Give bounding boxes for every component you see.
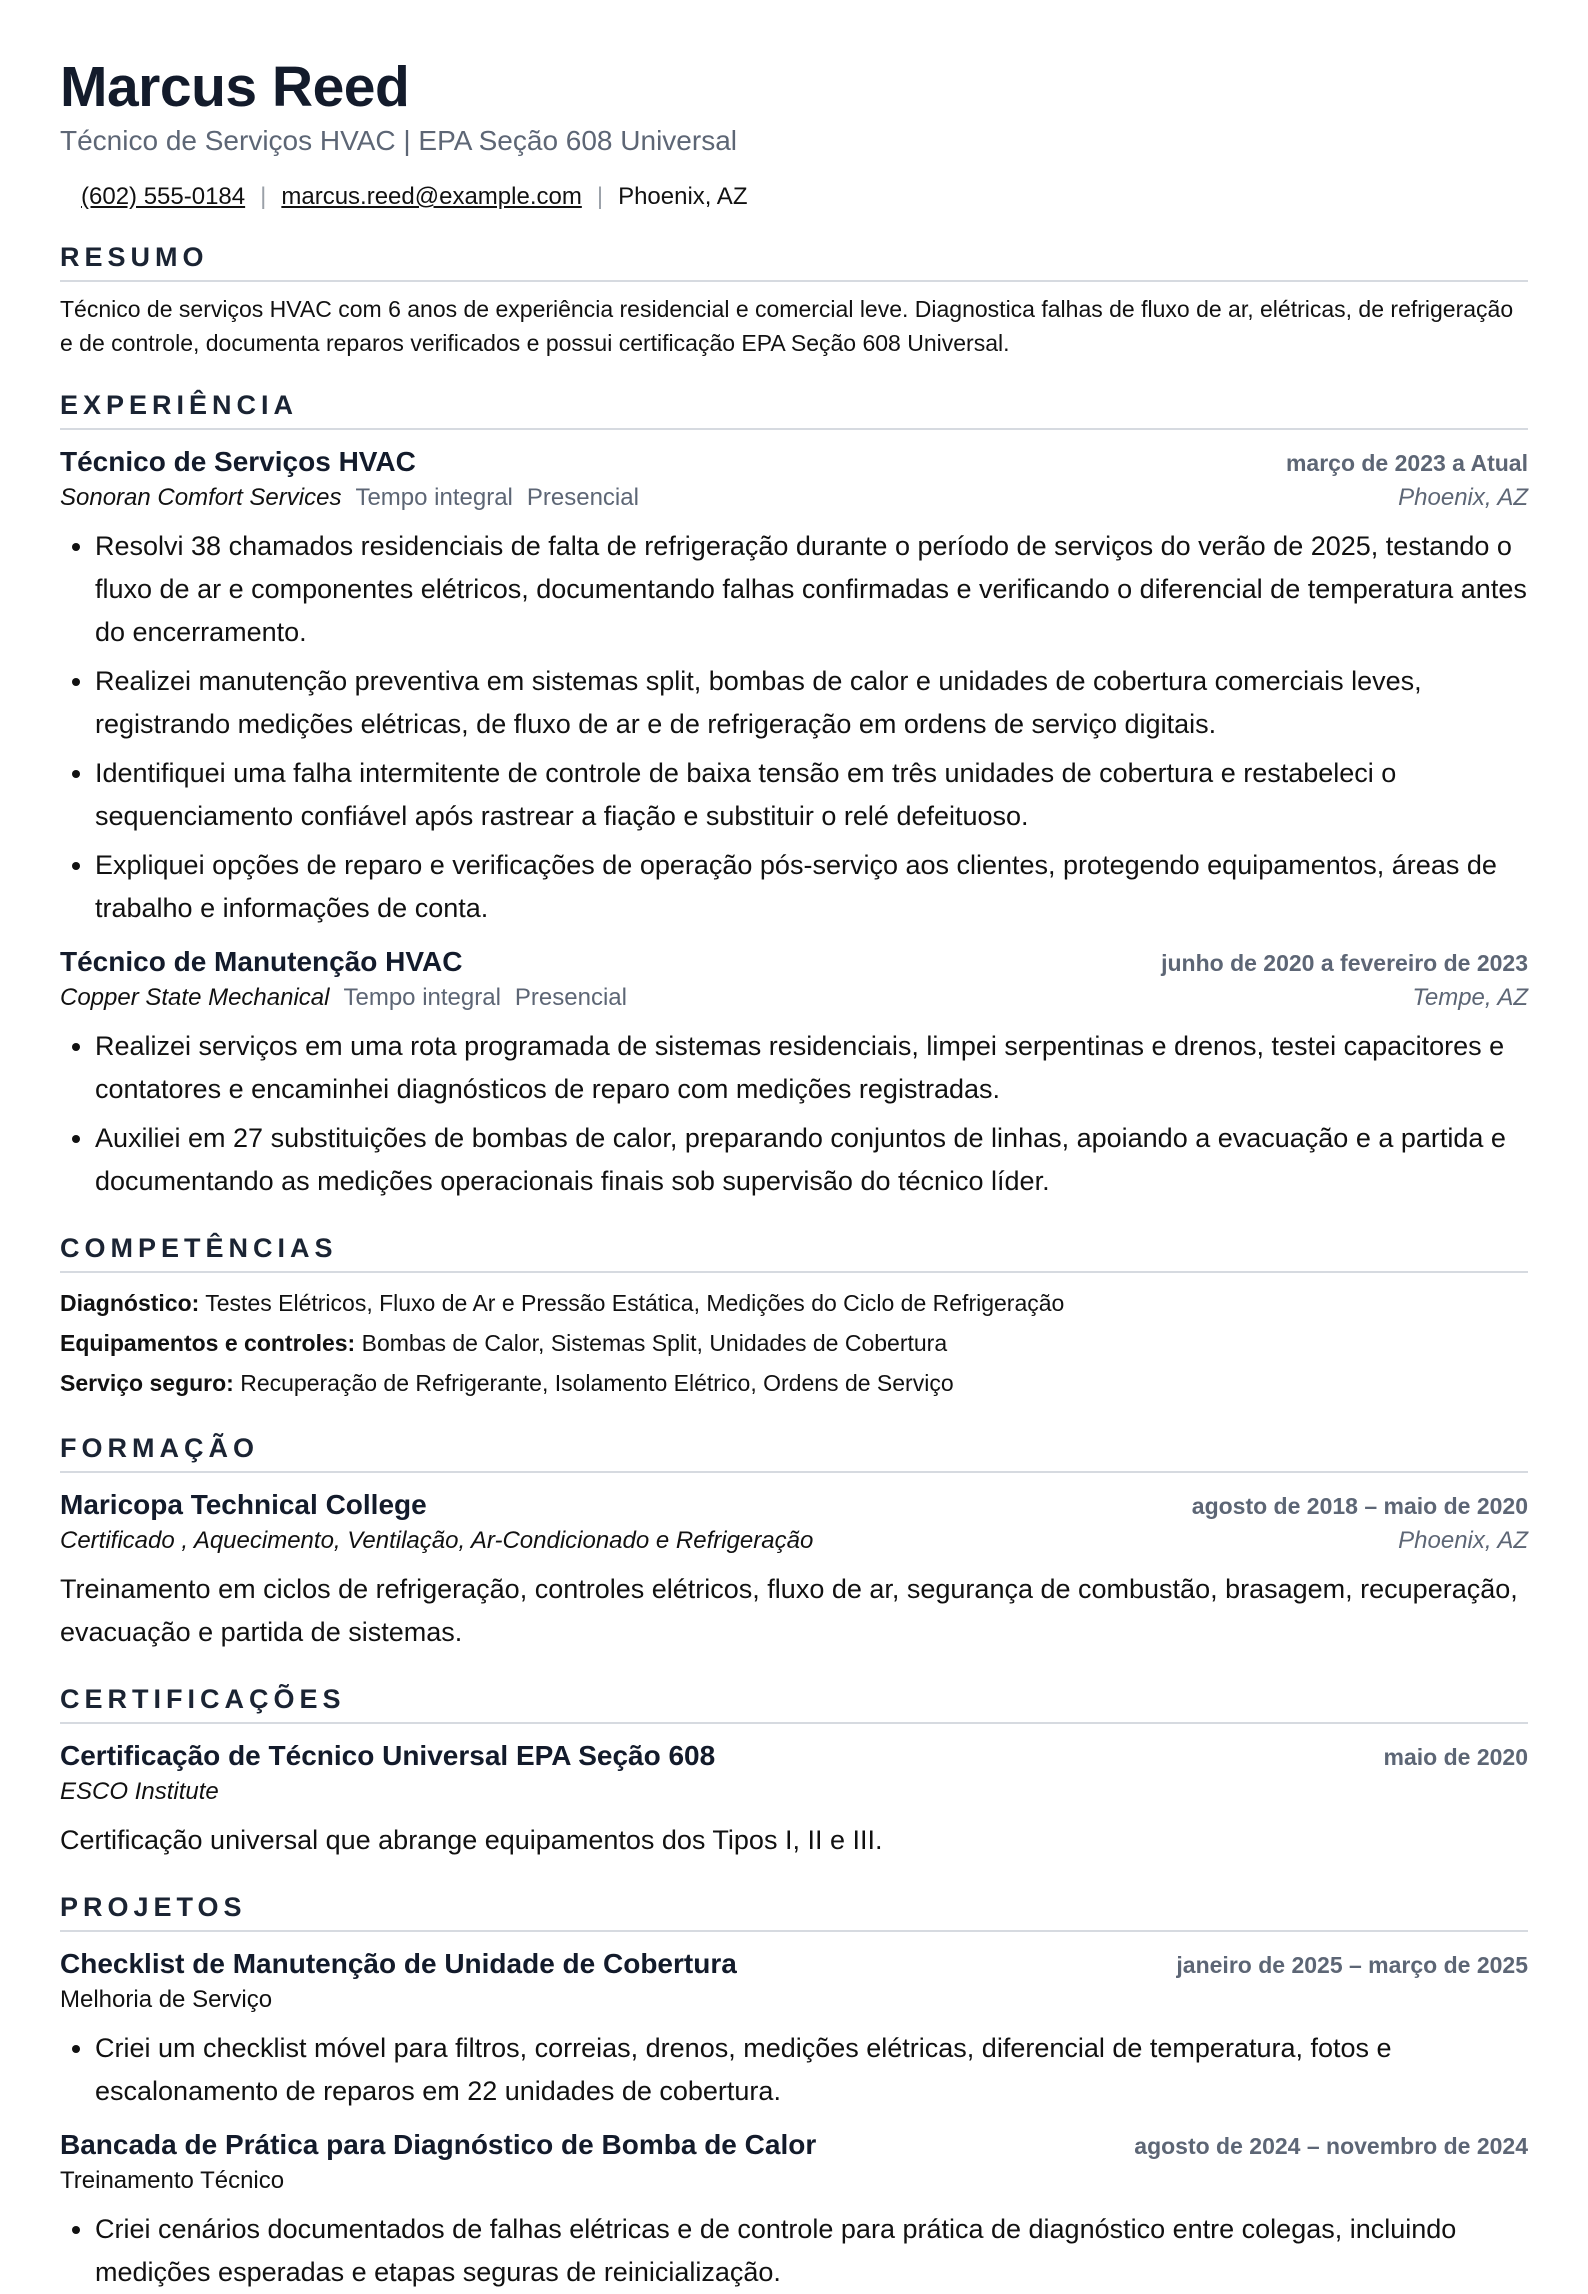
email-link[interactable]: marcus.reed@example.com (281, 183, 582, 210)
summary-section (60, 240, 1528, 360)
experience-section (60, 388, 1528, 1203)
company-name: Sonoran Comfort Services (60, 484, 342, 511)
company-name: Copper State Mechanical (60, 984, 330, 1011)
project-category: Melhoria de Serviço (60, 1986, 273, 2013)
certification-description: Certificação universal que abrange equipamentos dos Tipos I, II e III. (60, 1825, 883, 1855)
certifications-section (60, 1682, 1528, 1862)
job-dates: março de 2023 a Atual (1285, 450, 1528, 476)
skill-label: Serviço seguro: (60, 1370, 234, 1396)
employment-type: Tempo integral (355, 484, 513, 511)
project-bullets (60, 2027, 1528, 2113)
work-mode: Presencial (526, 484, 639, 511)
education-dates: agosto de 2018 – maio de 2020 (1191, 1493, 1528, 1519)
skill-label: Diagnóstico: (60, 1290, 200, 1316)
list-item: • Realizei manutenção preventiva em sistemas split, bombas de calor e unidades de cobertura comerciais leves, registrando medições elétricas, de fluxo de ar e de refrigeração em ordens de serviço digitais. (95, 660, 1528, 746)
section-title: RESUMO (60, 240, 1528, 282)
project-entry (60, 2127, 1528, 2294)
employment-type: Tempo integral (343, 984, 501, 1011)
skill-row (60, 1283, 1528, 1323)
certification-issuer: ESCO Institute (60, 1778, 219, 1805)
list-item: • Realizei serviços em uma rota programada de sistemas residenciais, limpei serpentinas e drenos, testei capacitores e contatores e encaminhei diagnósticos de reparo com medições registradas. (95, 1025, 1528, 1111)
project-dates: janeiro de 2025 – março de 2025 (1176, 1952, 1528, 1978)
skill-label: Equipamentos e controles: (60, 1330, 356, 1356)
candidate-name: Marcus Reed (60, 55, 410, 119)
list-item: • Resolvi 38 chamados residenciais de falta de refrigeração durante o período de serviços do verão de 2025, testando o fluxo de ar e componentes elétricos, documentando falhas confirmadas e verificando o diferencial de temperatura antes do encerramento. (95, 525, 1528, 654)
project-name: Bancada de Prática para Diagnóstico de Bomba de Calor (60, 2129, 817, 2160)
job-location: Tempe, AZ (1412, 984, 1528, 1011)
experience-entry (60, 444, 1528, 930)
work-mode: Presencial (514, 984, 627, 1011)
summary-text: Técnico de serviços HVAC com 6 anos de experiência residencial e comercial leve. Diagnostica falhas de fluxo de ar, elétricas, de refrigeração e de controle, documenta reparos verificados e possui certificação EPA Seção 608 Universal. (60, 296, 1514, 356)
contact-location: Phoenix, AZ (618, 183, 748, 210)
program-name: Certificado , Aquecimento, Ventilação, Ar-Condicionado e Refrigeração (60, 1527, 814, 1554)
project-name: Checklist de Manutenção de Unidade de Cobertura (60, 1948, 737, 1979)
section-title: PROJETOS (60, 1890, 1528, 1932)
candidate-headline: Técnico de Serviços HVAC | EPA Seção 608 Universal (60, 125, 737, 156)
certification-entry (60, 1738, 1528, 1862)
education-location: Phoenix, AZ (1398, 1527, 1528, 1554)
job-dates: junho de 2020 a fevereiro de 2023 (1161, 950, 1528, 976)
section-title: CERTIFICAÇÕES (60, 1682, 1528, 1724)
skill-row (60, 1363, 1528, 1403)
job-location: Phoenix, AZ (1398, 484, 1528, 511)
resume-header (60, 52, 1528, 212)
certification-date: maio de 2020 (1383, 1744, 1528, 1770)
list-item: • Auxiliei em 27 substituições de bombas de calor, preparando conjuntos de linhas, apoiando a evacuação e a partida e documentando as medições operacionais finais sob supervisão do técnico líder. (95, 1117, 1528, 1203)
section-title: FORMAÇÃO (60, 1431, 1528, 1473)
phone-link[interactable]: (602) 555-0184 (81, 183, 246, 210)
school-name: Maricopa Technical College (60, 1489, 427, 1520)
project-bullets (60, 2208, 1528, 2294)
skill-row (60, 1323, 1528, 1363)
list-item: • Identifiquei uma falha intermitente de controle de baixa tensão em três unidades de cobertura e restabeleci o sequenciamento confiável após rastrear a fiação e substituir o relé defeituoso. (95, 752, 1528, 838)
job-bullets (60, 525, 1528, 930)
list-item: • Expliquei opções de reparo e verificações de operação pós-serviço aos clientes, protegendo equipamentos, áreas de trabalho e informações de conta. (95, 844, 1528, 930)
project-dates: agosto de 2024 – novembro de 2024 (1134, 2133, 1528, 2159)
section-title: EXPERIÊNCIA (60, 388, 1528, 430)
skill-value: Recuperação de Refrigerante, Isolamento Elétrico, Ordens de Serviço (240, 1370, 954, 1396)
contact-line (60, 182, 1528, 212)
education-description: Treinamento em ciclos de refrigeração, controles elétricos, fluxo de ar, segurança de combustão, brasagem, recuperação, evacuação e partida de sistemas. (60, 1574, 1518, 1647)
list-item: • Criei cenários documentados de falhas elétricas e de controle para prática de diagnóstico entre colegas, incluindo medições esperadas e etapas seguras de reinicialização. (95, 2208, 1528, 2294)
job-title: Técnico de Manutenção HVAC (60, 946, 463, 977)
skill-value: Bombas de Calor, Sistemas Split, Unidades de Cobertura (361, 1330, 948, 1356)
project-category: Treinamento Técnico (60, 2167, 285, 2194)
education-section (60, 1431, 1528, 1654)
job-bullets (60, 1025, 1528, 1203)
skills-section (60, 1231, 1528, 1403)
section-title: COMPETÊNCIAS (60, 1231, 1528, 1273)
education-entry (60, 1487, 1528, 1654)
skill-value: Testes Elétricos, Fluxo de Ar e Pressão Estática, Medições do Ciclo de Refrigeração (205, 1290, 1065, 1316)
project-entry (60, 1946, 1528, 2113)
contact-separator: | (260, 183, 267, 210)
job-title: Técnico de Serviços HVAC (60, 446, 416, 477)
projects-section (60, 1890, 1528, 2294)
certification-name: Certificação de Técnico Universal EPA Seção 608 (60, 1740, 716, 1771)
experience-entry (60, 944, 1528, 1203)
contact-separator: | (596, 183, 604, 210)
list-item: • Criei um checklist móvel para filtros, correias, drenos, medições elétricas, diferencial de temperatura, fotos e escalonamento de reparos em 22 unidades de cobertura. (95, 2027, 1528, 2113)
